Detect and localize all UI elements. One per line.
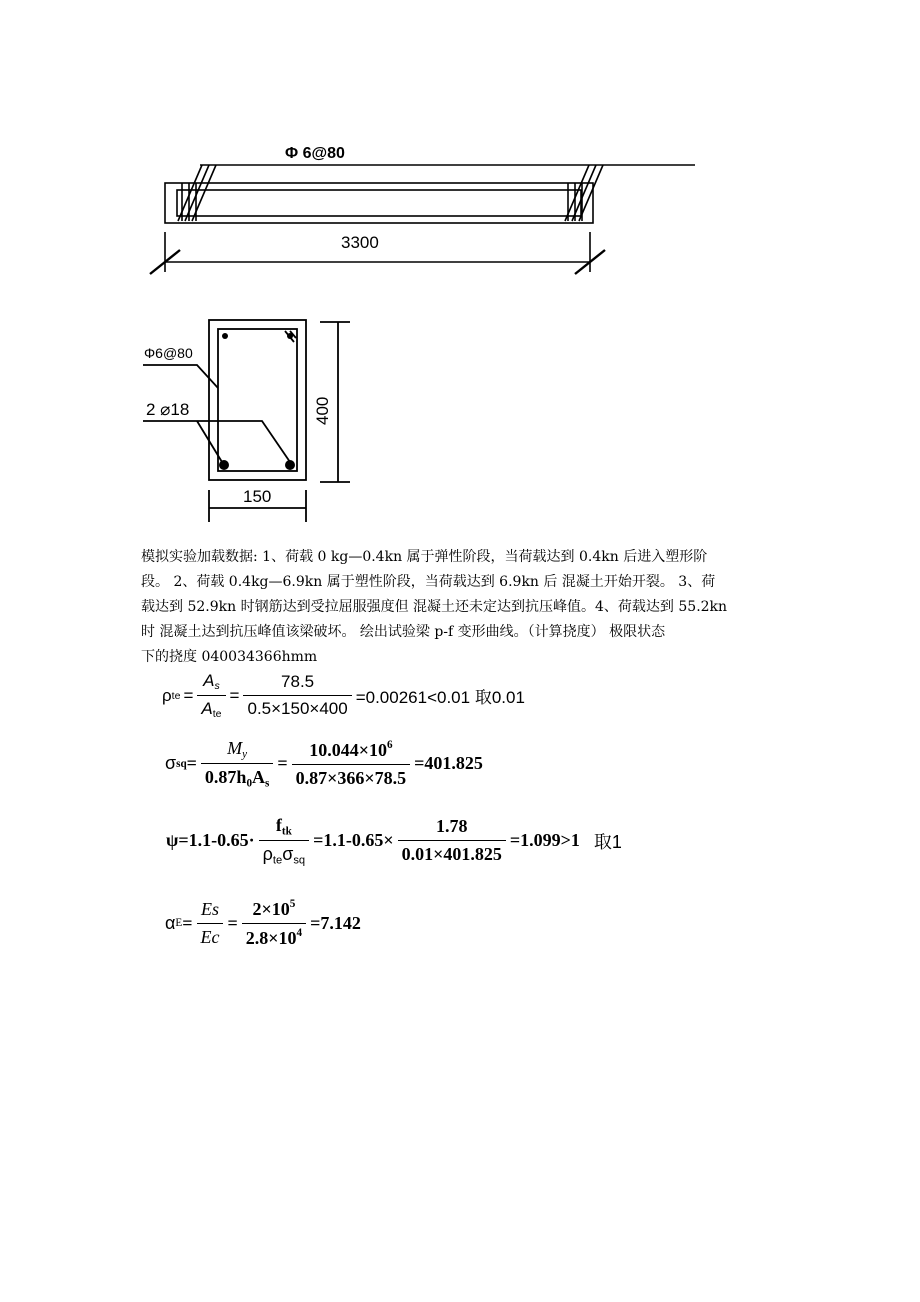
paragraph-line: 下的挠度 040034366hmm	[141, 649, 318, 665]
rho-symbol: ρ	[162, 685, 172, 705]
fraction-as-ate: $\frac{A_s}{A_{te}}$	[197, 671, 225, 720]
fraction-my: $\frac{M_y}{0.87h_0A_s}$	[201, 738, 273, 790]
formula-psi: ψ=1.1-0.65· $\frac{f_{tk}}{\rho_{te}\sigma_{sq}}$ =1.1-0.65× $\frac{1.78}{0.01\times 401.825}$ =1.099>1 取1	[166, 815, 622, 867]
formula-result: =1.099>1	[509, 830, 580, 851]
fraction-es-ec: $\frac{Es}{Ec}$	[197, 899, 224, 948]
formula-alpha-e: α E = $\frac{Es}{Ec}$ = $\frac{2\times 10^5}{2.8\times 10^4}$ =7.142	[165, 898, 361, 948]
stirrup-label: Φ 6@80	[285, 145, 345, 162]
fraction-ftk: $\frac{f_{tk}}{\rho_{te}\sigma_{sq}}$	[259, 815, 309, 867]
cross-section-drawing	[0, 300, 920, 535]
rebar-top-left	[222, 333, 228, 339]
formula-result: =401.825	[414, 753, 483, 774]
section-rebar-label: 2 ⌀18	[146, 400, 190, 419]
formula-sigma-sq: σ sq = $\frac{M_y}{0.87h_0A_s}$ = $\frac{10.044\times 10^6}{0.87\times 366\times 78.5}$ =401.825	[165, 738, 483, 790]
paragraph-line: 载达到 52.9kn 时钢筋达到受拉屈服强度但 混凝土还未定达到抗压峰值。4、荷载达到 55.2kn	[141, 599, 728, 615]
formula-rho-te: ρ te = $\frac{A_s}{A_{te}}$ = $\frac{78.5}{0.5\times 150\times 400}$ =0.00261<0.01 取0.01	[162, 671, 525, 721]
section-width-label: 150	[243, 487, 272, 506]
fraction-values: $\frac{2\times 10^5}{2.8\times 10^4}$	[242, 898, 306, 949]
rebar-bottom-right	[285, 460, 295, 470]
rebar-top-right	[287, 333, 293, 339]
fraction-values: $\frac{10.044\times 10^6}{0.87\times 366\times 78.5}$	[292, 739, 411, 789]
section-height-label: 400	[313, 396, 332, 425]
rebar-bottom-left	[219, 460, 229, 470]
paragraph-line: 时 混凝土达到抗压峰值该梁破坏。 绘出试验梁 p-f 变形曲线。（计算挠度） 极限状态	[141, 624, 666, 640]
formula-result: =7.142	[310, 912, 361, 933]
section-stirrup-label: Φ6@80	[144, 345, 193, 361]
loading-description-paragraph	[141, 545, 791, 670]
fraction-values: $\frac{78.5}{0.5\times 150\times 400}$	[243, 672, 351, 719]
fraction-values: $\frac{1.78}{0.01\times 401.825}$	[398, 816, 506, 865]
paragraph-line: 段。 2、荷载 0.4kg—6.9kn 属于塑性阶段，当荷载达到 6.9kn 后 混凝土开始开裂。 3、荷	[141, 574, 716, 590]
paragraph-line: 模拟实验加载数据: 1、荷载 0 kg—0.4kn 属于弹性阶段，当荷载达到 0.4kn 后进入塑形阶	[141, 549, 708, 565]
formula-result: =0.00261<0.01 取0.01	[355, 688, 525, 708]
beam-elevation-drawing	[0, 0, 920, 300]
span-dimension-label: 3300	[341, 233, 379, 252]
